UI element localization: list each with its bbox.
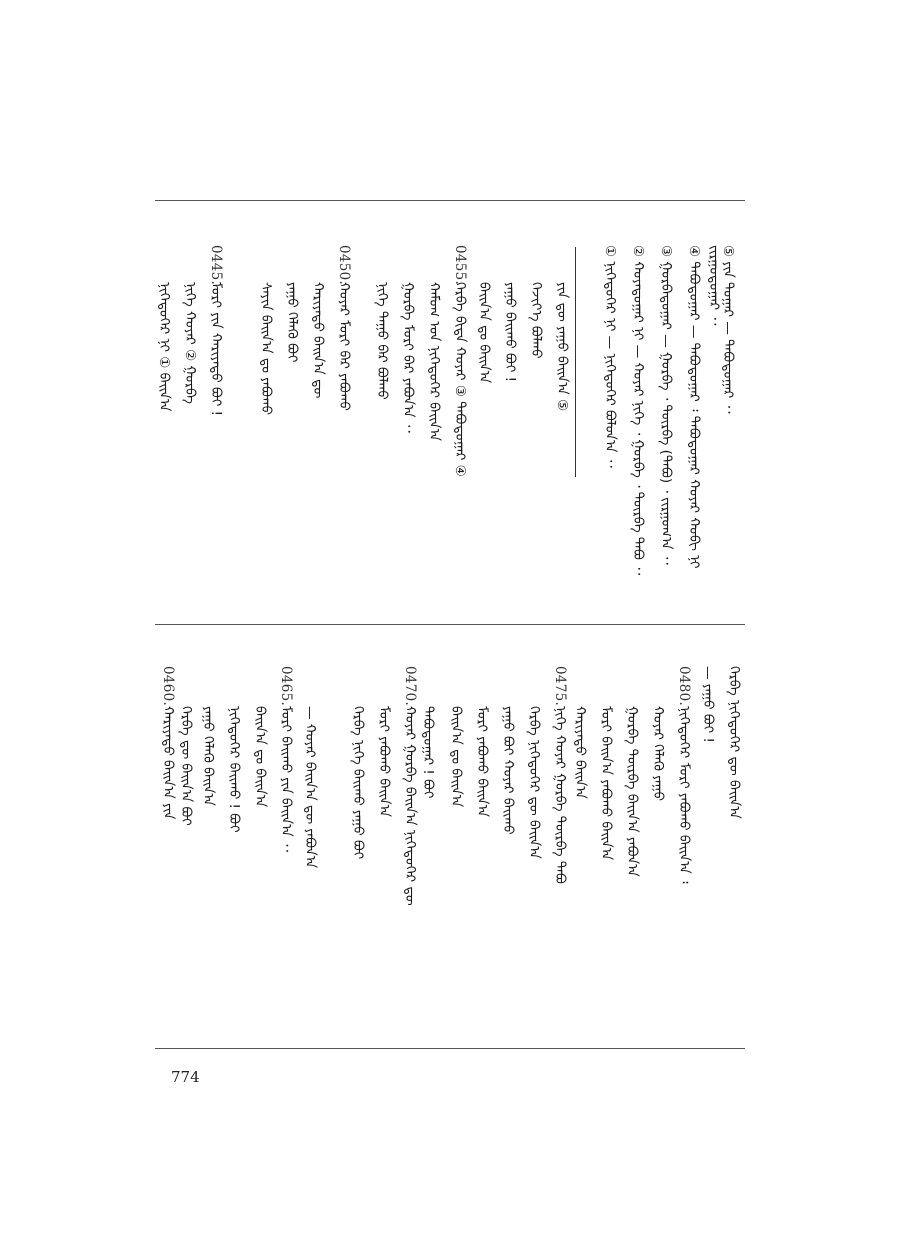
verse-number: 0465. (278, 666, 294, 707)
verse-line: ᠮᠣᠷᠢ ᠶᠠᠪᠤᠬᠤ ᠪᠠᠢᠨ᠎ᠠ (376, 706, 392, 818)
verse-line: ᠬᠠᠷᠢᠶᠠᠲᠤ ᠪᠠᠢᠨ᠎ᠠ ᠳᠦ (310, 282, 326, 399)
note-line: ④ ᠲᠠᠪᠤᠳᠤᠭᠠᠷ — ᠲᠠᠪᠤᠳᠤᠭᠠᠷ ᠄ ᠲᠠᠪᠤᠳᠤᠭᠠᠷ ᠬᠣᠶᠠᠷ ᠬᠤᠪᠢ ᠨᠢ (686, 245, 702, 569)
verse-line: ᠰᠠᠶᠢᠨ ᠪᠠᠢᠨ᠎ᠠ ᠳᠤ ᠶᠠᠪᠤᠬᠤ (258, 282, 274, 415)
verse-line: ᠮᠣᠷᠢ ᠪᠠᠢᠬᠤ ᠶᠢᠨ ᠪᠠᠢᠨ᠎ᠠ ᠂᠂ (278, 706, 294, 852)
page-number: 774 (171, 1068, 200, 1086)
verse-line: ᠨᠢᠭᠡ ᠳᠠᠭᠤ ᠪᠠᠷ ᠪᠣᠯᠬᠤ (374, 282, 390, 400)
note-line: ③ ᠭᠤᠷᠪᠠᠳᠤᠭᠠᠷ — ᠭᠤᠷᠪᠠ ᠂ ᠳᠥᠷᠪᠡ (ᠲᠠᠪᠤ) ᠂ ᠵᠢᠷᠭᠤᠭ᠎ᠠ ᠂᠂ (658, 245, 674, 565)
verse-line: ᠬᠣᠶᠠᠷ ᠮᠣᠷᠢ ᠪᠡᠷ ᠶᠠᠪᠤᠬᠤ (336, 282, 352, 411)
bottom-rule (155, 1048, 745, 1049)
verse-line: ᠬᠡᠵᠢᠶ᠎ᠡ ᠪᠣᠯᠬᠤ (528, 282, 544, 359)
bottom-panel (0, 624, 899, 1048)
verse-number: 0460. (160, 666, 176, 707)
verse-line: ᠨᠢᠭᠡ ᠬᠣᠶᠠᠷ ② ᠭᠤᠷᠪᠠ (182, 282, 198, 404)
verse-line: ᠲᠠᠪᠤᠳᠤᠭᠠᠷ ! ᠪᠣᠢ (420, 706, 436, 799)
verse-line: — ᠶᠠᠭᠤ ᠪᠣᠢ ! (700, 666, 716, 743)
verse-line: ᠨᠢᠭᠡᠳᠦᠭᠡᠷ ᠮᠣᠷᠢ ᠶᠠᠪᠤᠬᠤ ᠪᠠᠢᠨ᠎ᠠ ᠄ (676, 706, 692, 884)
verse-line: ᠶᠠᠭᠤ ᠬᠡᠯᠡᠬᠦ ᠪᠠᠢᠨ᠎ᠠ (200, 706, 216, 806)
verse-line: ᠬᠡᠷᠪᠡ ᠨᠢᠭᠡ ᠪᠠᠢᠬᠤ ᠶᠠᠭᠤ ᠪᠣᠢ (350, 706, 366, 860)
verse-line: ᠶᠠᠭᠤ ᠪᠣᠢ ᠬᠣᠶᠠᠷ ᠪᠠᠢᠬᠤ (500, 706, 516, 835)
verse-line: ᠬᠡᠷᠪᠡ ᠨᠢᠭᠡᠳᠦᠭᠡᠷ ᠳᠦ ᠪᠠᠢᠨ᠎ᠠ (726, 666, 742, 819)
verse-number: 0480. (676, 666, 692, 707)
verse-line: ᠬᠣᠶᠠᠷ ᠭᠤᠷᠪᠠ ᠪᠠᠢᠨ᠎ᠠ ᠨᠢᠭᠡᠳᠦᠭᠡᠷ ᠳᠦ (402, 706, 418, 906)
note-line: ① ᠨᠢᠭᠡᠳᠦᠭᠡᠷ ᠨᠢ — ᠨᠢᠭᠡᠳᠦᠭᠡᠷ ᠪᠣᠯᠤᠨ᠎ᠠ ᠂᠂ (602, 245, 618, 468)
verse-line: ᠶᠢᠨ ᠳᠦ ᠶᠠᠭᠤ ᠪᠠᠢᠨ᠎ᠠ ⑤ (554, 282, 570, 412)
verse-line: ᠪᠠᠢᠨ᠎ᠠ ᠳᠤ ᠪᠠᠢᠨ᠎ᠠ (448, 706, 464, 808)
verse-line: ᠨᠢᠭᠡᠳᠦᠭᠡᠷ ᠨᠢ ① ᠪᠠᠢᠨ᠎ᠠ (156, 282, 172, 412)
verse-number: 0470. (402, 666, 418, 707)
verse-line: ᠭᠤᠷᠪᠠ ᠮᠣᠷᠢ ᠪᠡᠷ ᠶᠠᠪᠤᠨ᠎ᠠ ᠂᠂ (400, 282, 416, 433)
verse-line: ᠶᠠᠭᠤ ᠬᠡᠯᠡᠬᠦ ᠪᠣᠢ (284, 282, 300, 363)
verse-line: ᠬᠡᠷᠪᠡ ᠨᠢᠭᠡᠳᠦᠭᠡᠷ ᠳᠦ ᠪᠠᠢᠨ᠎ᠠ (526, 706, 542, 859)
verse-line: ᠶᠠᠭᠤ ᠪᠠᠢᠬᠤ ᠪᠣᠢ ! (502, 282, 518, 383)
verse-line: ᠮᠣᠷᠢ ᠶᠢᠨ ᠬᠠᠷᠢᠶᠠᠲᠤ ᠪᠣᠢ ! (208, 282, 224, 417)
verse-number: 0445. (208, 245, 224, 286)
verse-line: ᠨᠢᠭᠡ ᠬᠣᠶᠠᠷ ᠭᠤᠷᠪᠠ ᠳᠥᠷᠪᠡ ᠲᠠᠪᠤ (552, 706, 568, 884)
note-line: ᠵᠢᠷᠭᠤᠳᠤᠭᠠᠷ ᠂᠂ (706, 245, 722, 326)
verse-line: ᠮᠣᠷᠢ ᠶᠠᠪᠤᠬᠤ ᠪᠠᠢᠨ᠎ᠠ (474, 706, 490, 818)
verse-line: ᠬᠠᠷᠢᠶᠠᠲᠤ ᠪᠠᠢᠨ᠎ᠠ ᠶᠢᠨ (160, 706, 176, 820)
verse-line: ᠨᠢᠭᠡᠳᠦᠭᠡᠷ ᠪᠠᠢᠬᠤ ! ᠪᠣᠢ (226, 706, 242, 833)
note-line: ⑤ ᠶᠢᠨ ᠳᠤᠭᠠᠷ — ᠲᠠᠪᠤᠳᠤᠭᠠᠷ ᠂᠂ (720, 245, 736, 414)
verse-line: ᠬᠡᠷᠪᠡ ᠪᠢᠳᠡ ᠬᠣᠶᠠᠷ ③ ᠲᠠᠪᠤᠳᠤᠭᠠᠷ ④ (452, 282, 468, 477)
verse-line: ᠪᠠᠢᠨ᠎ᠠ ᠳᠤ ᠪᠠᠢᠨ᠎ᠠ (476, 282, 492, 384)
verse-line: ᠬᠡᠷᠪᠡ ᠳᠦ ᠪᠠᠢᠨ᠎ᠠ ᠪᠣᠢ (178, 706, 194, 826)
verse-number: 0455. (452, 245, 468, 286)
verse-number: 0450. (336, 245, 352, 286)
verse-line: — ᠬᠣᠶᠠᠷ ᠪᠠᠢᠨ᠎ᠠ ᠳᠦ ᠶᠠᠪᠤᠨ᠎ᠠ (302, 706, 318, 869)
verse-line: ᠭᠤᠷᠪᠠ ᠳᠥᠷᠪᠡ ᠪᠠᠢᠨ᠎ᠠ ᠶᠠᠪᠤᠨ᠎ᠠ (624, 706, 640, 877)
verse-line: ᠬᠣᠶᠠᠷ ᠬᠡᠯᠡᠬᠦ ᠶᠠᠭᠤ (650, 706, 666, 801)
verse-line: ᠮᠣᠷᠢ ᠪᠠᠢᠨ᠎ᠠ ᠶᠠᠪᠤᠬᠤ ᠪᠠᠢᠨ᠎ᠠ (598, 706, 614, 861)
verse-number: 0475. (552, 666, 568, 707)
verse-line: ᠬᠠᠷᠢᠶᠠᠲᠤ ᠪᠠᠢᠨ᠎ᠠ (572, 706, 588, 799)
note-line: ② ᠬᠣᠶᠠᠳᠤᠭᠠᠷ ᠨᠢ — ᠬᠣᠶᠠᠷ ᠨᠢᠭᠡ ᠂ ᠭᠤᠷᠪᠠ ᠂ ᠳᠥᠷᠪᠡ ᠲᠠᠪᠤ ᠂᠂ (630, 245, 646, 576)
top-panel (0, 0, 899, 624)
verse-line: ᠪᠠᠢᠨ᠎ᠠ ᠳᠤ ᠪᠠᠢᠨ᠎ᠠ (252, 706, 268, 808)
verse-line: ᠬᠠᠮᠤᠭ ᠤᠨ ᠨᠢᠭᠡᠳᠦᠭᠡᠷ ᠪᠠᠢᠨ᠎ᠠ (426, 282, 442, 442)
